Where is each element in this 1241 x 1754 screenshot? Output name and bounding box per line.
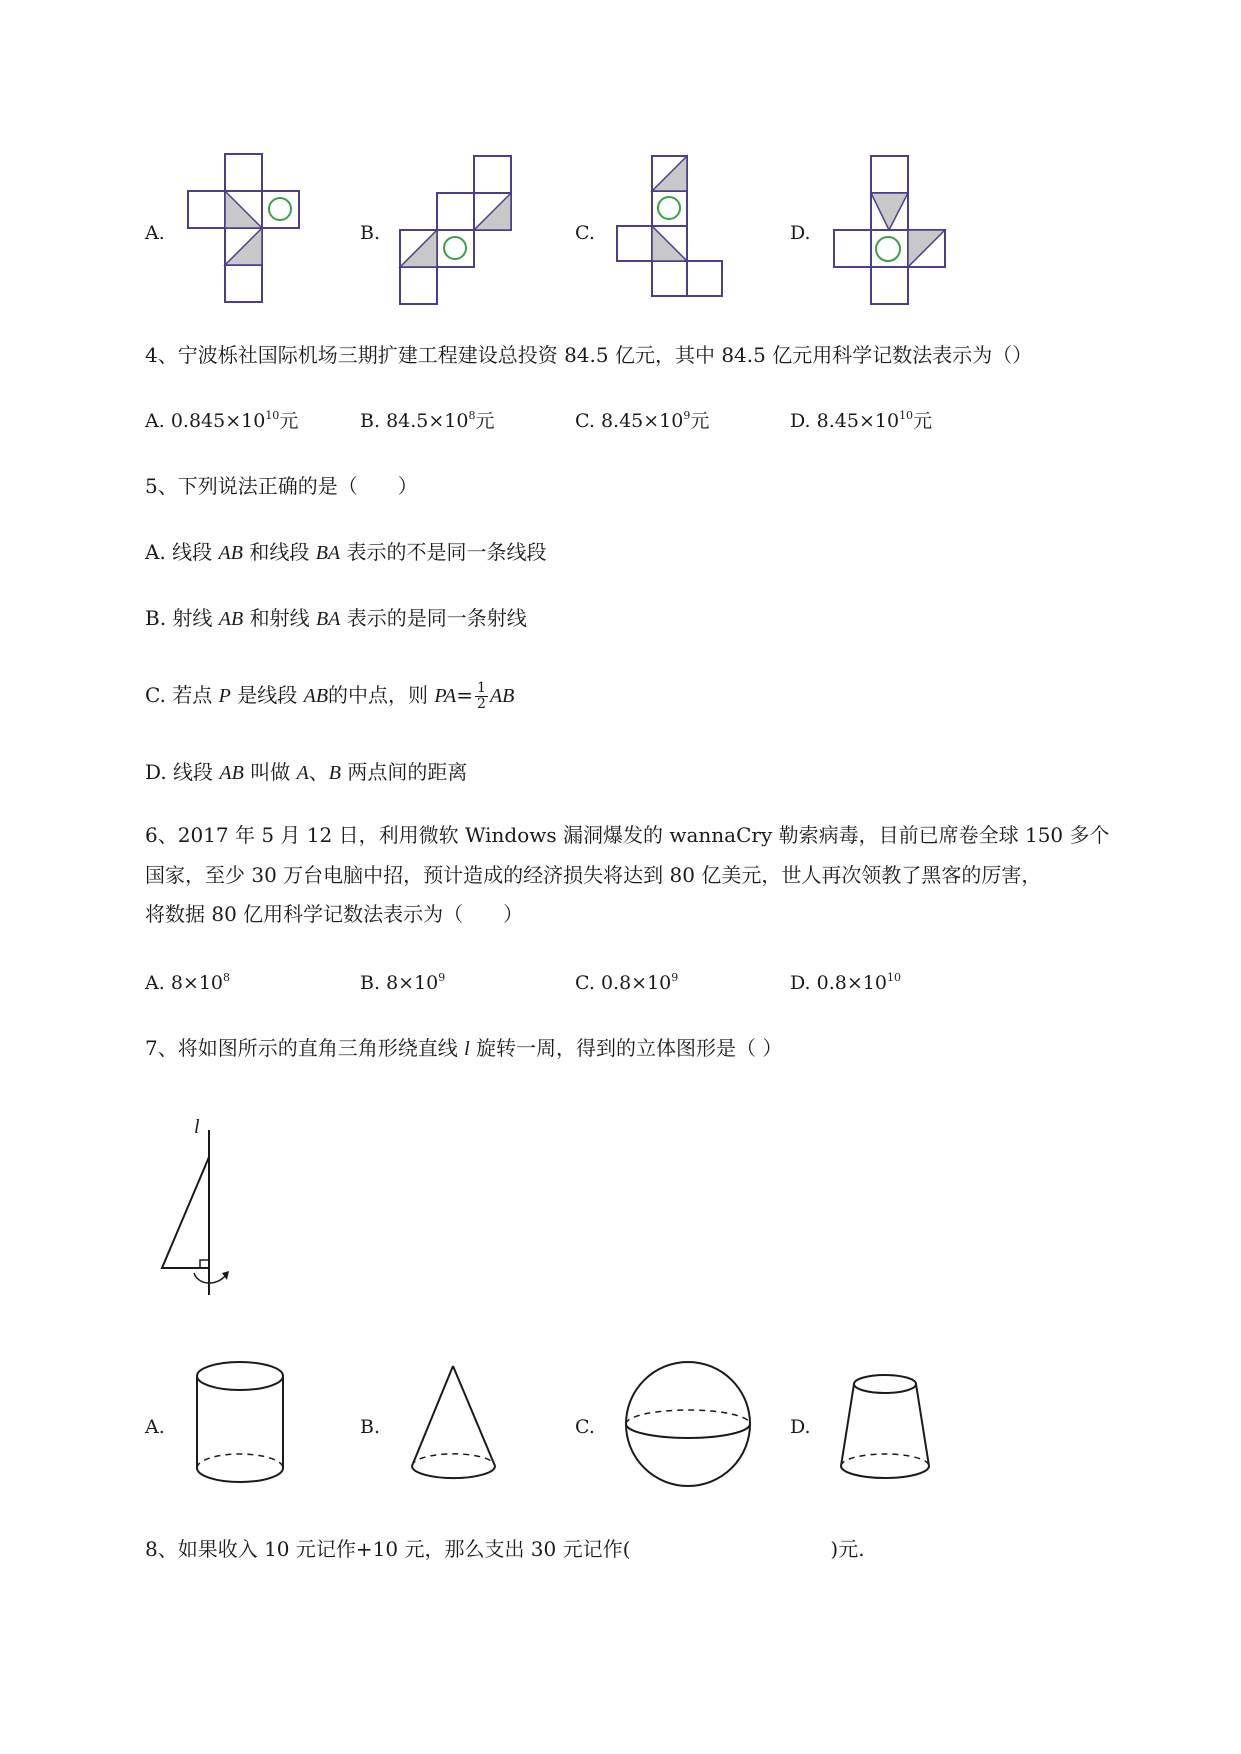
axis-label-l: l (194, 1116, 200, 1138)
sphere-figure (622, 1360, 754, 1488)
q5-option-b: B. 射线 AB 和射线 BA 表示的是同一条射线 (145, 606, 527, 630)
q6-stem-line1: 6、2017 年 5 月 12 日，利用微软 Windows 漏洞爆发的 wannaCry 勒索病毒，目前已席卷全球 150 多个 (145, 823, 1110, 847)
cylinder-figure (190, 1358, 290, 1490)
cube-net-c (612, 152, 742, 304)
cube-net-d (825, 152, 955, 304)
cube-net-b (395, 152, 525, 304)
q6-option-c: C. $0.8\times 10^9$ (575, 971, 679, 994)
q6-option-b: B. $8\times 10^9$ (360, 971, 446, 994)
q4-option-d: D. $8.45\times 10^{10}$元 (790, 409, 933, 432)
cone-figure (405, 1362, 505, 1486)
option-a-label: A. (145, 222, 165, 244)
q6-stem-line3: 将数据 80 亿用科学记数法表示为（ ） (145, 902, 524, 926)
q8-stem: 8、如果收入 10 元记作+10 元，那么支出 30 元记作( )元. (145, 1537, 865, 1561)
q4-stem: 4、宁波栎社国际机场三期扩建工程建设总投资 84.5 亿元，其中 84.5 亿元用科学记数法表示为（） (145, 343, 1033, 367)
q5-option-d: D. 线段 AB 叫做 A、B 两点间的距离 (145, 760, 468, 784)
q7-stem: 7、将如图所示的直角三角形绕直线 l 旋转一周，得到的立体图形是（ ） (145, 1036, 783, 1060)
q6-option-a: A. $8\times 10^8$ (145, 971, 230, 994)
q4-option-b: B. $84.5\times 10^8$元 (360, 409, 495, 432)
q4-option-c: C. $8.45\times 10^9$元 (575, 409, 710, 432)
q5-stem: 5、下列说法正确的是（ ） (145, 474, 418, 498)
frustum-figure (835, 1372, 935, 1484)
option-c-label: C. (575, 222, 595, 244)
q7-option-c-label: C. (575, 1416, 595, 1438)
option-b-label: B. (360, 222, 381, 244)
right-triangle-rotation-figure (150, 1115, 240, 1305)
q5-option-a: A. 线段 AB 和线段 BA 表示的不是同一条线段 (145, 540, 547, 564)
cube-net-a (180, 152, 310, 304)
q7-option-b-label: B. (360, 1416, 381, 1438)
option-d-label: D. (790, 222, 811, 244)
q6-stem-line2: 国家，至少 30 万台电脑中招，预计造成的经济损失将达到 80 亿美元，世人再次领教了黑客的厉害， (145, 863, 1042, 887)
q6-option-d: D. $0.8\times 10^{10}$ (790, 971, 901, 994)
q4-option-a: A. $0.845\times 10^{10}$元 (145, 409, 299, 432)
q7-option-a-label: A. (145, 1416, 165, 1438)
q5-option-c: C. 若点 P 是线段 AB的中点，则 PA= $\frac{1}{2}$ AB (145, 680, 515, 712)
fraction-one-half: $\frac{1}{2}$ (477, 680, 486, 712)
q7-option-d-label: D. (790, 1416, 811, 1438)
